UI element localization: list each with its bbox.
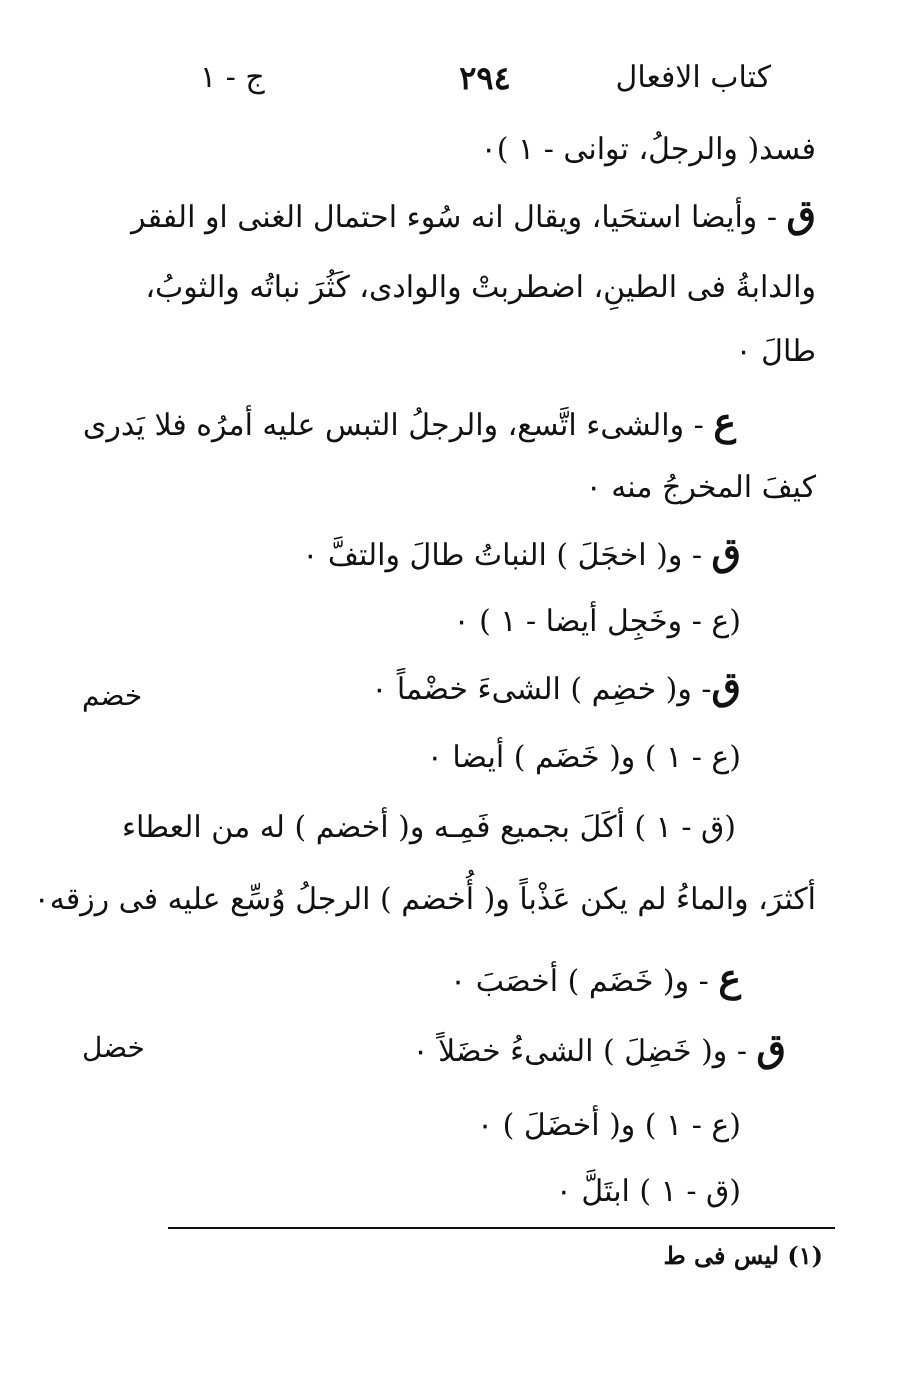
text-line [371, 664, 741, 712]
text-line [145, 266, 816, 310]
margin-note: خضل [82, 1031, 145, 1064]
line-text: (ع - ١ ) و( أخضَلَ ) ٠ [477, 1108, 741, 1143]
siglum: ق [786, 191, 816, 236]
siglum: ع [718, 955, 741, 1000]
line-text: طالَ ٠ [735, 334, 816, 369]
line-text: كيفَ المخرجُ منه ٠ [585, 470, 816, 505]
text-line [453, 600, 741, 644]
siglum: ع [713, 399, 736, 444]
text-line [450, 956, 741, 1004]
text-line [413, 1026, 787, 1074]
siglum: ق [711, 529, 741, 574]
line-text: والدابةُ فى الطينِ، اضطربتْ والوادى، كَثُرَ نباتُه والثوبُ، [145, 270, 816, 305]
page-number: ٢٩٤ [459, 59, 511, 97]
line-text: (ق - ١ ) ابتَلَّ ٠ [555, 1174, 741, 1209]
text-line [736, 330, 816, 374]
text-line [427, 736, 741, 780]
text-line [131, 191, 816, 240]
volume-label: ج - ١ [200, 60, 265, 95]
siglum: ق [756, 1025, 786, 1070]
line-text: - والشىء اتَّسع، والرجلُ التبس عليه أمرُه فلا يَدرى [82, 408, 714, 443]
running-title: كتاب الافعال [615, 60, 771, 95]
text-line [556, 1170, 741, 1214]
line-text: - و( خَضَم ) أخصَبَ ٠ [450, 964, 719, 999]
siglum: ق [711, 663, 741, 708]
line-text: فسد( والرجلُ، توانى - ١ )٠ [480, 132, 816, 167]
text-line [481, 128, 816, 172]
text-line [82, 399, 736, 448]
line-text: - وأيضا استحَيا، ويقال انه سُوء احتمال الغنى او الفقر [131, 200, 787, 235]
line-text: - و( خضِم ) الشىءَ خضْماً ٠ [371, 672, 712, 707]
text-line [477, 1104, 741, 1148]
text-line [586, 466, 816, 510]
footnote: (١) ليس فى ط [663, 1241, 823, 1270]
text-line [33, 878, 816, 922]
margin-note: خضم [82, 679, 143, 712]
line-text: (ع - وخَجِل أيضا - ١ ) ٠ [453, 604, 741, 639]
line-text: - و( خَضِلَ ) الشىءُ خضَلاً ٠ [412, 1034, 757, 1069]
footnote-rule [168, 1227, 835, 1229]
line-text: أكثرَ، والماءُ لم يكن عَذْباً و( أُخضم ) الرجلُ وُسِّع عليه فى رزقه٠ [33, 882, 816, 917]
text-line [121, 806, 736, 850]
line-text: (ق - ١ ) أكَلَ بجميع فَمِـه و( أخضم ) له من العطاء [121, 810, 736, 845]
line-text: (ع - ١ ) و( خَضَم ) أيضا ٠ [426, 740, 741, 775]
text-line [302, 530, 741, 578]
line-text: - و( اخجَلَ ) النباتُ طالَ والتفَّ ٠ [302, 538, 712, 573]
